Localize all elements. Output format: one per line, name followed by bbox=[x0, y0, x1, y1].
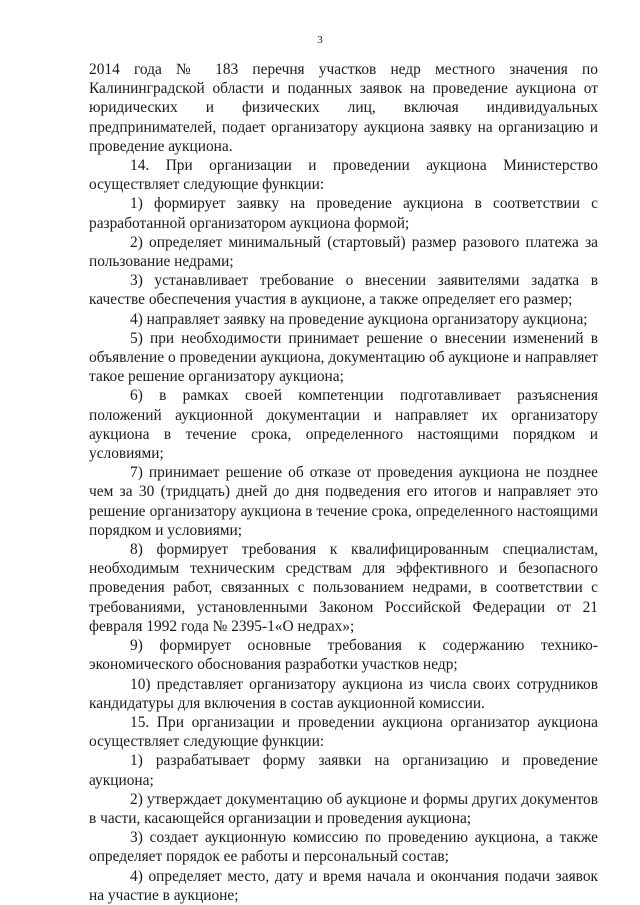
paragraph: 3) создает аукционную комиссию по проведению аукциона, а также определяет порядок ее работы и персональный состав; bbox=[89, 829, 598, 866]
paragraph: 4) направляет заявку на проведение аукциона организатору аукциона; bbox=[130, 310, 588, 328]
page-number: 3 bbox=[317, 34, 323, 46]
paragraph: 2) определяет минимальный (стартовый) размер разового платежа за пользование недрами; bbox=[89, 233, 598, 271]
paragraph: 2014 года № 183 перечня участков недр местного значения по Калининградской области и поданных заявок на проведение аукциона от юридических и физических лиц, включая индивидуальных предпринимателей, подает организатору аукциона заявку на организацию и проведение аукциона. bbox=[89, 61, 598, 155]
paragraph: 15. При организации и проведении аукциона организатор аукциона осуществляет следующие функции: bbox=[89, 713, 598, 751]
paragraph: 6) в рамках своей компетенции подготавливает разъяснения положений аукционной документации и направляет их организатору аукциона в течение срока, определенного настоящими порядком и условиями; bbox=[89, 387, 598, 463]
document-body bbox=[89, 60, 598, 905]
paragraph: 1) разрабатывает форму заявки на организацию и проведение аукциона; bbox=[89, 752, 598, 789]
paragraph: 8) формирует требования к квалифицированным специалистам, необходимым техническим средствам для эффективного и безопасного проведения работ, связанных с пользованием недрами, в соответствии с требованиями, установленными Законом Российской Федерации от 21 февраля 1992 года № 2395-1«О недрах»; bbox=[89, 541, 598, 635]
paragraph: 1) формирует заявку на проведение аукциона в соответствии с разработанной организатором аукциона формой; bbox=[89, 195, 598, 232]
paragraph: 4) определяет место, дату и время начала и окончания подачи заявок на участие в аукционе; bbox=[89, 867, 598, 904]
paragraph: 7) принимает решение об отказе от проведения аукциона не позднее чем за 30 (тридцать) дней до дня подведения его итогов и направляет это решение организатору аукциона в течение срока, определенного настоящими порядком и условиями; bbox=[89, 464, 598, 539]
paragraph: 2) утверждает документацию об аукционе и формы других документов в части, касающейся организации и проведения аукциона; bbox=[89, 790, 598, 827]
paragraph: 9) формирует основные требования к содержанию технико-экономического обоснования разработки участков недр; bbox=[89, 637, 598, 674]
paragraph: 10) представляет организатору аукциона из числа своих сотрудников кандидатуры для включения в состав аукционной комиссии. bbox=[89, 675, 598, 712]
paragraph: 5) при необходимости принимает решение о внесении изменений в объявление о проведении аукциона, документацию об аукционе и направляет такое решение организатору аукциона; bbox=[89, 329, 598, 386]
paragraph: 3) устанавливает требование о внесении заявителями задатка в качестве обеспечения участия в аукционе, а также определяет его размер; bbox=[89, 272, 598, 309]
paragraph: 14. При организации и проведении аукциона Министерство осуществляет следующие функции: bbox=[89, 157, 598, 194]
